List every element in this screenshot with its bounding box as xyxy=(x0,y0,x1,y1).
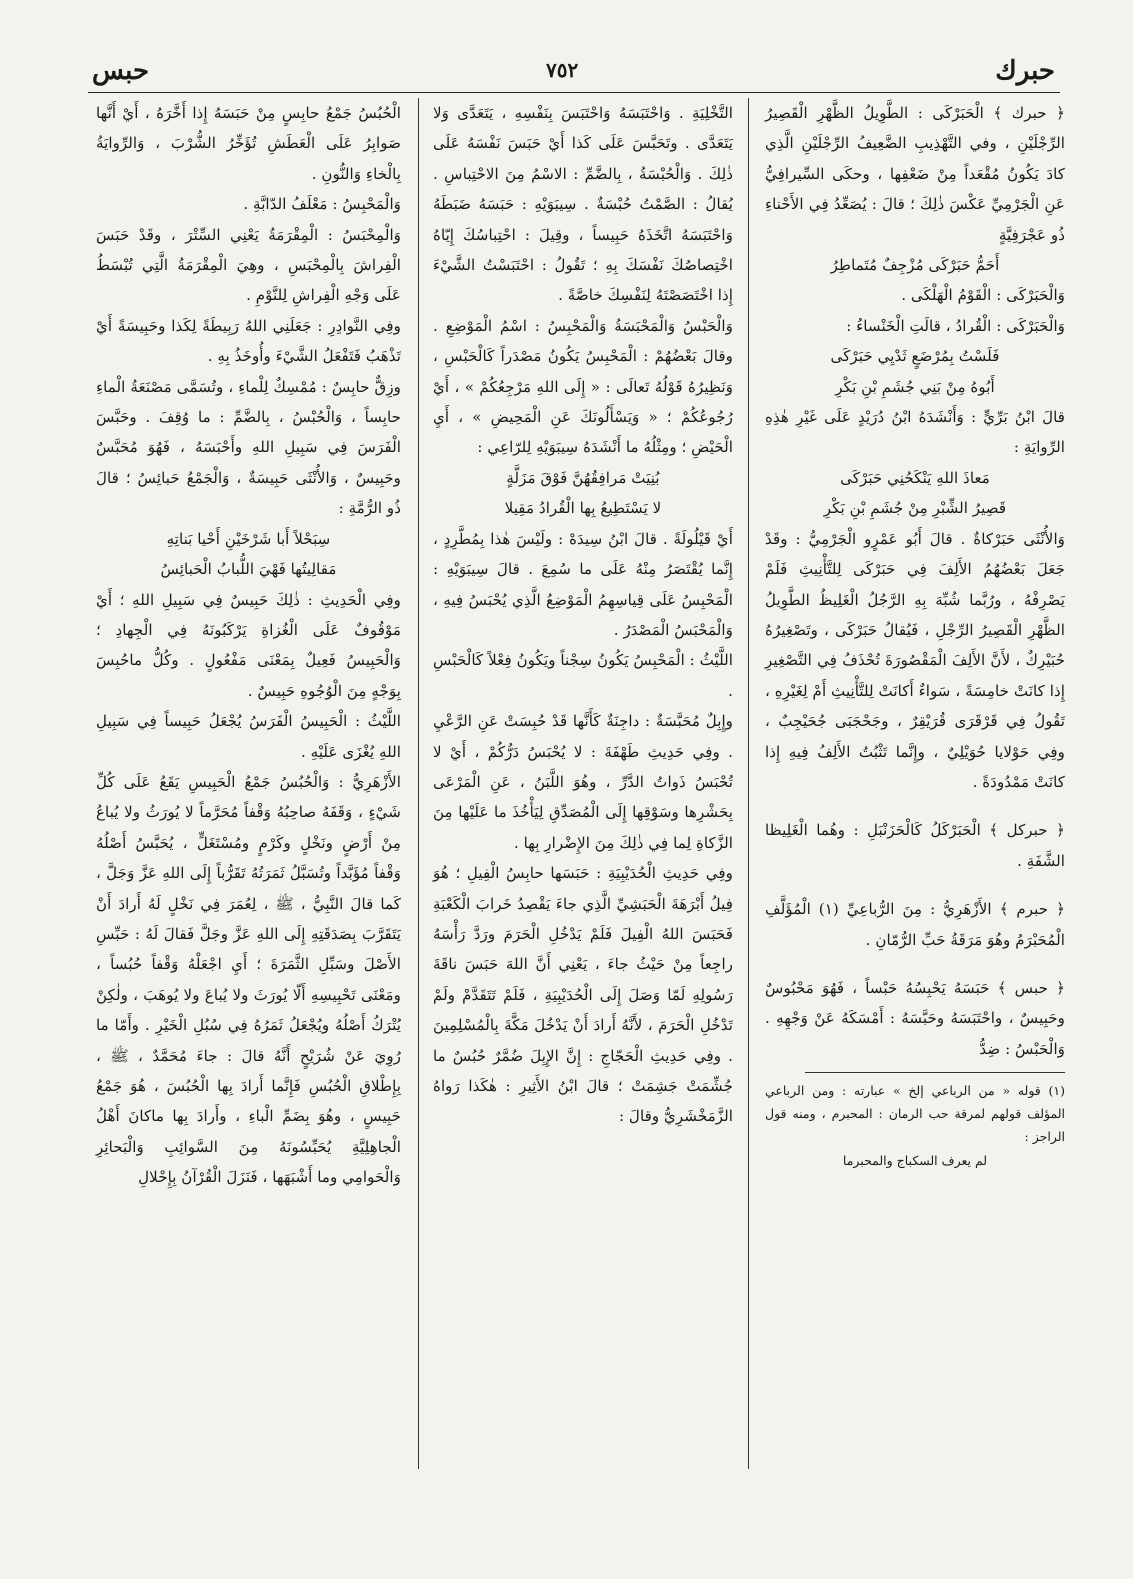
verse-line: مَعاذَ اللهِ يَنْكَحُنِي حَبَرْكَى xyxy=(840,468,990,487)
entry-gap xyxy=(765,955,1065,973)
paragraph: اللَّيْثُ : الْحَبِيسُ الْفَرَسُ يُجْعَلُ حَبِيساً فِي سَبِيلِ اللهِ يُغْزَى عَلَيْهِ . xyxy=(96,712,401,761)
page-number: ٧٥٢ xyxy=(546,58,579,82)
paragraph: وَالْحَبَرْكَى : الْقَوْمُ الْهَلْكَى . xyxy=(901,286,1065,305)
paragraph: اللَّيْثُ : الْمَحْبِسُ يَكُونُ سِجْناً ويَكُونُ فِعْلاً كَالْحَبْسِ . xyxy=(433,651,733,700)
paragraph: التَّخْلِيَةِ . وَاحْتَبَسَهُ وَاحْتَبَسَ بِنَفْسِهِ ، يَتَعَدَّى وَلا يَتَعَدَّى . وتَحَبَّسَ عَلَى كَذا أَيْ حَبَسَ نَفْسَهُ عَلَى ذٰلِكَ . وَالْحُبْسَةُ ، بِالضَّمِّ : الاسْمُ مِنَ الاحْتِباسِ . يُقالُ : الصَّمْتُ حُبْسَةٌ . سِيبَوَيْهِ : حَبَسَهُ ضَبَطَهُ وَاحْتَبَسَهُ اتَّخَذَهُ حَبِيساً ، وقِيلَ : احْتِباسُكَ إِيّاهُ اخْتِصاصُكَ نَفْسَكَ بِهِ ؛ تَقُولُ : احْتَبَسْتُ الشَّيْءَ إِذا اخْتَصَصْتَهُ لِنَفْسِكَ خاصَّةً . xyxy=(433,104,733,305)
paragraph: وَالْمِحْبَسُ : الْمِقْرَمَةُ يَعْنِي السِّتْرَ ، وقَدْ حَبَسَ الْفِراشَ بِالْمِحْبَسِ ، وهِيَ الْمِقْرَمَةُ الَّتِي تُبْسَطُ عَلَى وَجْهِ الْفِراشِ لِلنَّوْمِ . xyxy=(96,225,401,305)
paragraph: وَالْحَبْسُ وَالْمَحْبَسَةُ وَالْمَحْبِسُ : اسْمُ الْمَوْضِعِ . وقالَ بَعْضُهُمْ : الْمَحْبِسُ يَكُونُ مَصْدَراً كَالْحَبْسِ ، وَنَظِيرُهُ قَوْلُهُ تَعالَى : « إِلَى اللهِ مَرْجِعُكُمْ » ، أَيْ رُجُوعُكُمْ ؛ « وَيَسْأَلُونَكَ عَنِ الْمَحِيضِ » ، أَيِ الْحَيْضِ ؛ ومِثْلُهُ ما أَنْشَدَهُ سِيبَوَيْهِ لِلرّاعِي : xyxy=(433,316,733,457)
paragraph: الْحُبُسُ جَمْعُ حابِسٍ مِنْ حَبَسَهُ إِذا أَخَّرَهُ ، أَيْ أَنَّها صَوابِرُ عَلَى الْعَطَشِ تُؤَخِّرُ الشُّرْبَ ، وَالرِّوايَةُ بِالْخاءِ وَالنُّونِ . xyxy=(96,104,401,183)
entry-habrakal: ﴿ حبركل ﴾ الْحَبَرْكَلُ كَالْحَزَنْبَلِ : وهُما الْغَلِيظا الشَّفَةِ . xyxy=(765,821,1065,870)
footnote: (١) قوله « من الرباعي إلخ » عبارته : ومن الرباعي المؤلف قولهم لمرقة حب الرمان : المحبرم ، ومنه قول الراجز : xyxy=(765,1083,1065,1145)
column-separator-right xyxy=(748,98,749,1469)
verse-line: مَقالِيتُها فَهْيَ اللُّبابُ الْحَبائِسُ xyxy=(160,560,337,579)
header-left-word: حبس xyxy=(92,56,150,86)
paragraph: وفِي حَدِيثِ الْحُدَيْبِيَةِ : حَبَسَها حابِسُ الْفِيلِ ؛ هُوَ فِيلُ أَبْرَهَةَ الْحَبَشِيِّ الَّذِي جاءَ يَقْصِدُ خَرابَ الْكَعْبَةِ فَحَبَسَ اللهُ الْفِيلَ فَلَمْ يَدْخُلِ الْحَرَمَ ورَدَّ رَأْسَهُ راجِعاً مِنْ حَيْثُ جاءَ ، يَعْنِي أَنَّ اللهَ حَبَسَ ناقَةَ رَسُولِهِ لَمّا وَصَلَ إِلَى الْحُدَيْبِيَةِ ، فَلَمْ تَتَقَدَّمْ ولَمْ تَدْخُلِ الْحَرَمَ ، لأَنَّهُ أَرادَ أَنْ يَدْخُلَ مَكَّةَ بِالْمُسْلِمِينَ . وفِي حَدِيثِ الْحَجّاجِ : إِنَّ الإِبِلَ ضُمَّرٌ حُبُسٌ ما جُشِّمَتْ جَشِمَتْ ؛ قالَ ابْنُ الأَثِيرِ : هٰكَذا رَواهُ الزَّمَخْشَرِيُّ وقالَ : xyxy=(433,864,733,1126)
column-separator-left xyxy=(418,98,419,1469)
header-rule xyxy=(88,92,1060,93)
paragraph: أَيْ قَيْلُولَةً . قالَ ابْنُ سِيدَهْ : ولَيْسَ هٰذا بِمُطَّرِدٍ ، إِنَّما يُقْتَصَرُ مِنْهُ عَلَى ما سُمِعَ . قالَ سِيبَوَيْهِ : الْمَحْبِسُ عَلَى قِياسِهِمُ الْمَوْضِعُ الَّذِي يُحْبَسُ فِيهِ ، وَالْمَحْبَسُ الْمَصْدَرُ . xyxy=(433,529,733,639)
footnote-verse: لم يعرف السكباج والمحبرما xyxy=(842,1153,988,1169)
paragraph: وزِقٌّ حابِسٌ : مُمْسِكٌ لِلْماءِ ، وتُسَمَّى مَصْنَعَةُ الْماءِ حابِساً ، وَالْحُبْسُ ، بِالضَّمِّ : ما وُقِفَ . وحَبَّسَ الْفَرَسَ فِي سَبِيلِ اللهِ وأَحْبَسَهُ ، فَهُوَ مُحَبَّسٌ وحَبِيسٌ ، وَالأُنْثَى حَبِيسَةٌ ، وَالْجَمْعُ حَبائِسُ ؛ قالَ ذُو الرُّمَّةِ : xyxy=(96,377,401,518)
column-right xyxy=(765,98,1065,1174)
verse-line: أَبُوهُ مِنْ بَنِي جُشَمِ بْنِ بَكْرِ xyxy=(835,377,995,396)
paragraph: وَالْمَحْبِسُ : مَعْلَفُ الدّابَّةِ . xyxy=(243,195,401,214)
verse-line: فَلَسْتُ بِمُرْضَعٍ ثَدْيِي حَبَرْكَى xyxy=(830,347,1000,366)
verse-line: بُنِيَتْ مَرافِقُهُنَّ فَوْقَ مَزَلَّةٍ xyxy=(506,468,660,487)
paragraph: وَالأُنْثَى حَبَرْكاةٌ . قالَ أَبُو عَمْرٍو الْجَرْمِيُّ : وقَدْ جَعَلَ بَعْضُهُمُ الأَلِفَ فِي حَبَرْكَى لِلتَّأْنِيثِ فَلَمْ يَصْرِفْهُ ، ورُبَّما شُبِّهَ بِهِ الرَّجُلُ الْغَلِيظُ الطَّوِيلُ الظَّهْرِ الْقَصِيرُ الرِّجْلِ ، فَيُقالُ حَبَرْكَى ، وتَصْغِيرُهُ حُبَيْرِكٌ ، لأَنَّ الأَلِفَ الْمَقْصُورَةَ تُحْذَفُ فِي التَّصْغِيرِ إِذا كانَتْ خامِسَةً ، سَواءٌ أَكانَتْ لِلتَّأْنِيثِ أَمْ لِغَيْرِهِ ، تَقُولُ فِي قَرْقَرَى قُرَيْقِرٌ ، وجَحْجَبَى جُحَيْجِبٌ ، وفِي حَوْلايا حُوَيْلِيٌ ، وإِنَّما تَثْبُتُ الأَلِفُ فِيهِ إِذا كانَتْ مَمْدُودَةً . xyxy=(765,529,1065,791)
verse-line: لا يَسْتَطِيعُ بِها الْقُرادُ مَقِيلا xyxy=(504,499,662,518)
paragraph: قالَ ابْنُ بَرِّيٍّ : وَأَنْشَدَهُ ابْنُ دُرَيْدٍ عَلَى غَيْرِ هٰذِهِ الرِّوايَةِ : xyxy=(765,408,1065,457)
paragraph: وَالْحَبَرْكَى : الْقُرادُ ، قالَتِ الْخَنْساءُ : xyxy=(846,316,1065,335)
column-middle xyxy=(433,98,733,1132)
entry-habs: ﴿ حبس ﴾ حَبَسَهُ يَحْبِسُهُ حَبْساً ، فَهُوَ مَحْبُوسٌ وحَبِيسٌ ، واحْتَبَسَهُ وحَبَّسَهُ : أَمْسَكَهُ عَنْ وَجْهِهِ . وَالْحَبْسُ : ضِدُّ xyxy=(765,978,1065,1058)
footnote-rule xyxy=(805,1072,1065,1073)
paragraph: وإِبِلٌ مُحَبَّسَةٌ : داجِنَةٌ كَأَنَّها قَدْ حُبِسَتْ عَنِ الرَّعْيِ . وفِي حَدِيثِ طَهْفَةَ : لا يُحْبَسُ دَرُّكُمْ ، أَيْ لا تُحْبَسُ ذَواتُ الدَّرِّ ، وهُوَ اللَّبَنُ ، عَنِ الْمَرْعَى بِحَشْرِها وسَوْقِها إِلَى الْمُصَدِّقِ لِيَأْخُذَ ما عَلَيْها مِنَ الزَّكاةِ لِما فِي ذٰلِكَ مِنَ الإِضْرارِ بِها . xyxy=(433,712,733,852)
entry-habram: ﴿ حبرم ﴾ الأَزْهَرِيُّ : مِنَ الرُّباعِيِّ (١) الْمُؤَلَّفِ الْمُحَبْرَمُ وهُوَ مَرَقَةُ حَبِّ الرُّمّانِ . xyxy=(765,900,1065,949)
verse-line: قَصِيرُ الشِّبْرِ مِنْ جُشَمِ بْنِ بَكْرِ xyxy=(823,499,1007,518)
header-right-word: حبرك xyxy=(995,56,1055,86)
paragraph: الأَزْهَرِيُّ : وَالْحُبُسُ جَمْعُ الْحَبِيسِ يَقَعُ عَلَى كُلِّ شَيْءٍ ، وَقَفَهُ صاحِبُهُ وَقْفاً مُحَرَّماً لا يُورَثُ ولا يُباعُ مِنْ أَرْضٍ ونَخْلٍ وكَرْمٍ ومُسْتَغَلٍّ ، يُحَبَّسُ أَصْلُهُ وَقْفاً مُؤَبَّداً وتُسَبَّلُ ثَمَرَتُهُ تَقَرُّباً إِلَى اللهِ عَزَّ وَجَلَّ ، كَما قالَ النَّبِيُّ ، ﷺ ، لِعُمَرَ فِي نَخْلٍ لَهُ أَرادَ أَنْ يَتَقَرَّبَ بِصَدَقَتِهِ إِلَى اللهِ عَزَّ وجَلَّ فَقالَ لَهُ : حَبِّسِ الأَصْلَ وسَبِّلِ الثَّمَرَةَ ؛ أَيِ اجْعَلْهُ وَقْفاً حُبُساً ، ومَعْنَى تَحْبِيسِهِ أَلّا يُورَثَ ولا يُباعَ ولا يُوهَبَ ، ولٰكِنْ يُتْرَكُ أَصْلُهُ ويُجْعَلُ ثَمَرُهُ فِي سُبُلِ الْخَيْرِ . وأَمّا ما رُوِيَ عَنْ شُرَيْحٍ أَنَّهُ قالَ : جاءَ مُحَمَّدٌ ، ﷺ ، بِإِطْلاقِ الْحُبُسِ فَإِنَّما أَرادَ بِها الْحُبُسَ ، هُوَ جَمْعُ حَبِيسٍ ، وهُوَ بِضَمِّ الْباءِ ، وأَرادَ بِها ماكانَ أَهْلُ الْجاهِلِيَّةِ يُحَبِّسُونَهُ مِنَ السَّوائِبِ وَالْبَحائِرِ وَالْحَوامِي وما أَشْبَهَها ، فَنَزَلَ الْقُرْآنُ بِإِحْلالِ xyxy=(96,772,401,1187)
verse-line: أَحَمُّ حَبَرْكَى مُزْجِفٌ مُتَماطِرُ xyxy=(830,256,1000,275)
paragraph: وفِي الْحَدِيثِ : ذٰلِكَ حَبِيسٌ فِي سَبِيلِ اللهِ ؛ أَيْ مَوْقُوفٌ عَلَى الْغُزاةِ يَرْكَبُونَهُ فِي الْجِهادِ ؛ وَالْحَبِيسُ فَعِيلٌ بِمَعْنَى مَفْعُولٍ . وكُلُّ ماحُبِسَ بِوَجْهٍ مِنَ الْوُجُوهِ حَبِيسٌ . xyxy=(96,590,401,700)
entry-gap xyxy=(765,876,1065,894)
paragraph: وفِي النَّوادِرِ : جَعَلَنِي اللهُ رَبِيطَةً لِكَذا وحَبِيسَةً أَيْ تَذْهَبُ فَتَفْعَلُ الشَّيْءَ وأُوخَذُ بِهِ . xyxy=(96,316,401,366)
column-left xyxy=(96,98,401,1193)
entry-gap xyxy=(765,797,1065,815)
verse-line: سِبَحْلاً أَبا شَرْخَيْنِ أَحْيا بَناتِهِ xyxy=(166,529,331,548)
entry-habrak: ﴿ حبرك ﴾ الْحَبَرْكَى : الطَّوِيلُ الظَّهْرِ الْقَصِيرُ الرِّجْلَيْنِ ، وفي التَّهْذِيبِ الضَّعِيفُ الرِّجْلَيْنِ الَّذِي كادَ يَكُونُ مُقْعَداً مِنْ ضَعْفِها ، وحكَى السِّيرافِيُّ عَنِ الْجَرْمِيِّ عَكْسَ ذٰلِكَ ؛ قالَ : يُصَعِّدُ فِي الأَحْناءِ ذُو عَجْرَفِيَّةٍ xyxy=(765,104,1065,244)
